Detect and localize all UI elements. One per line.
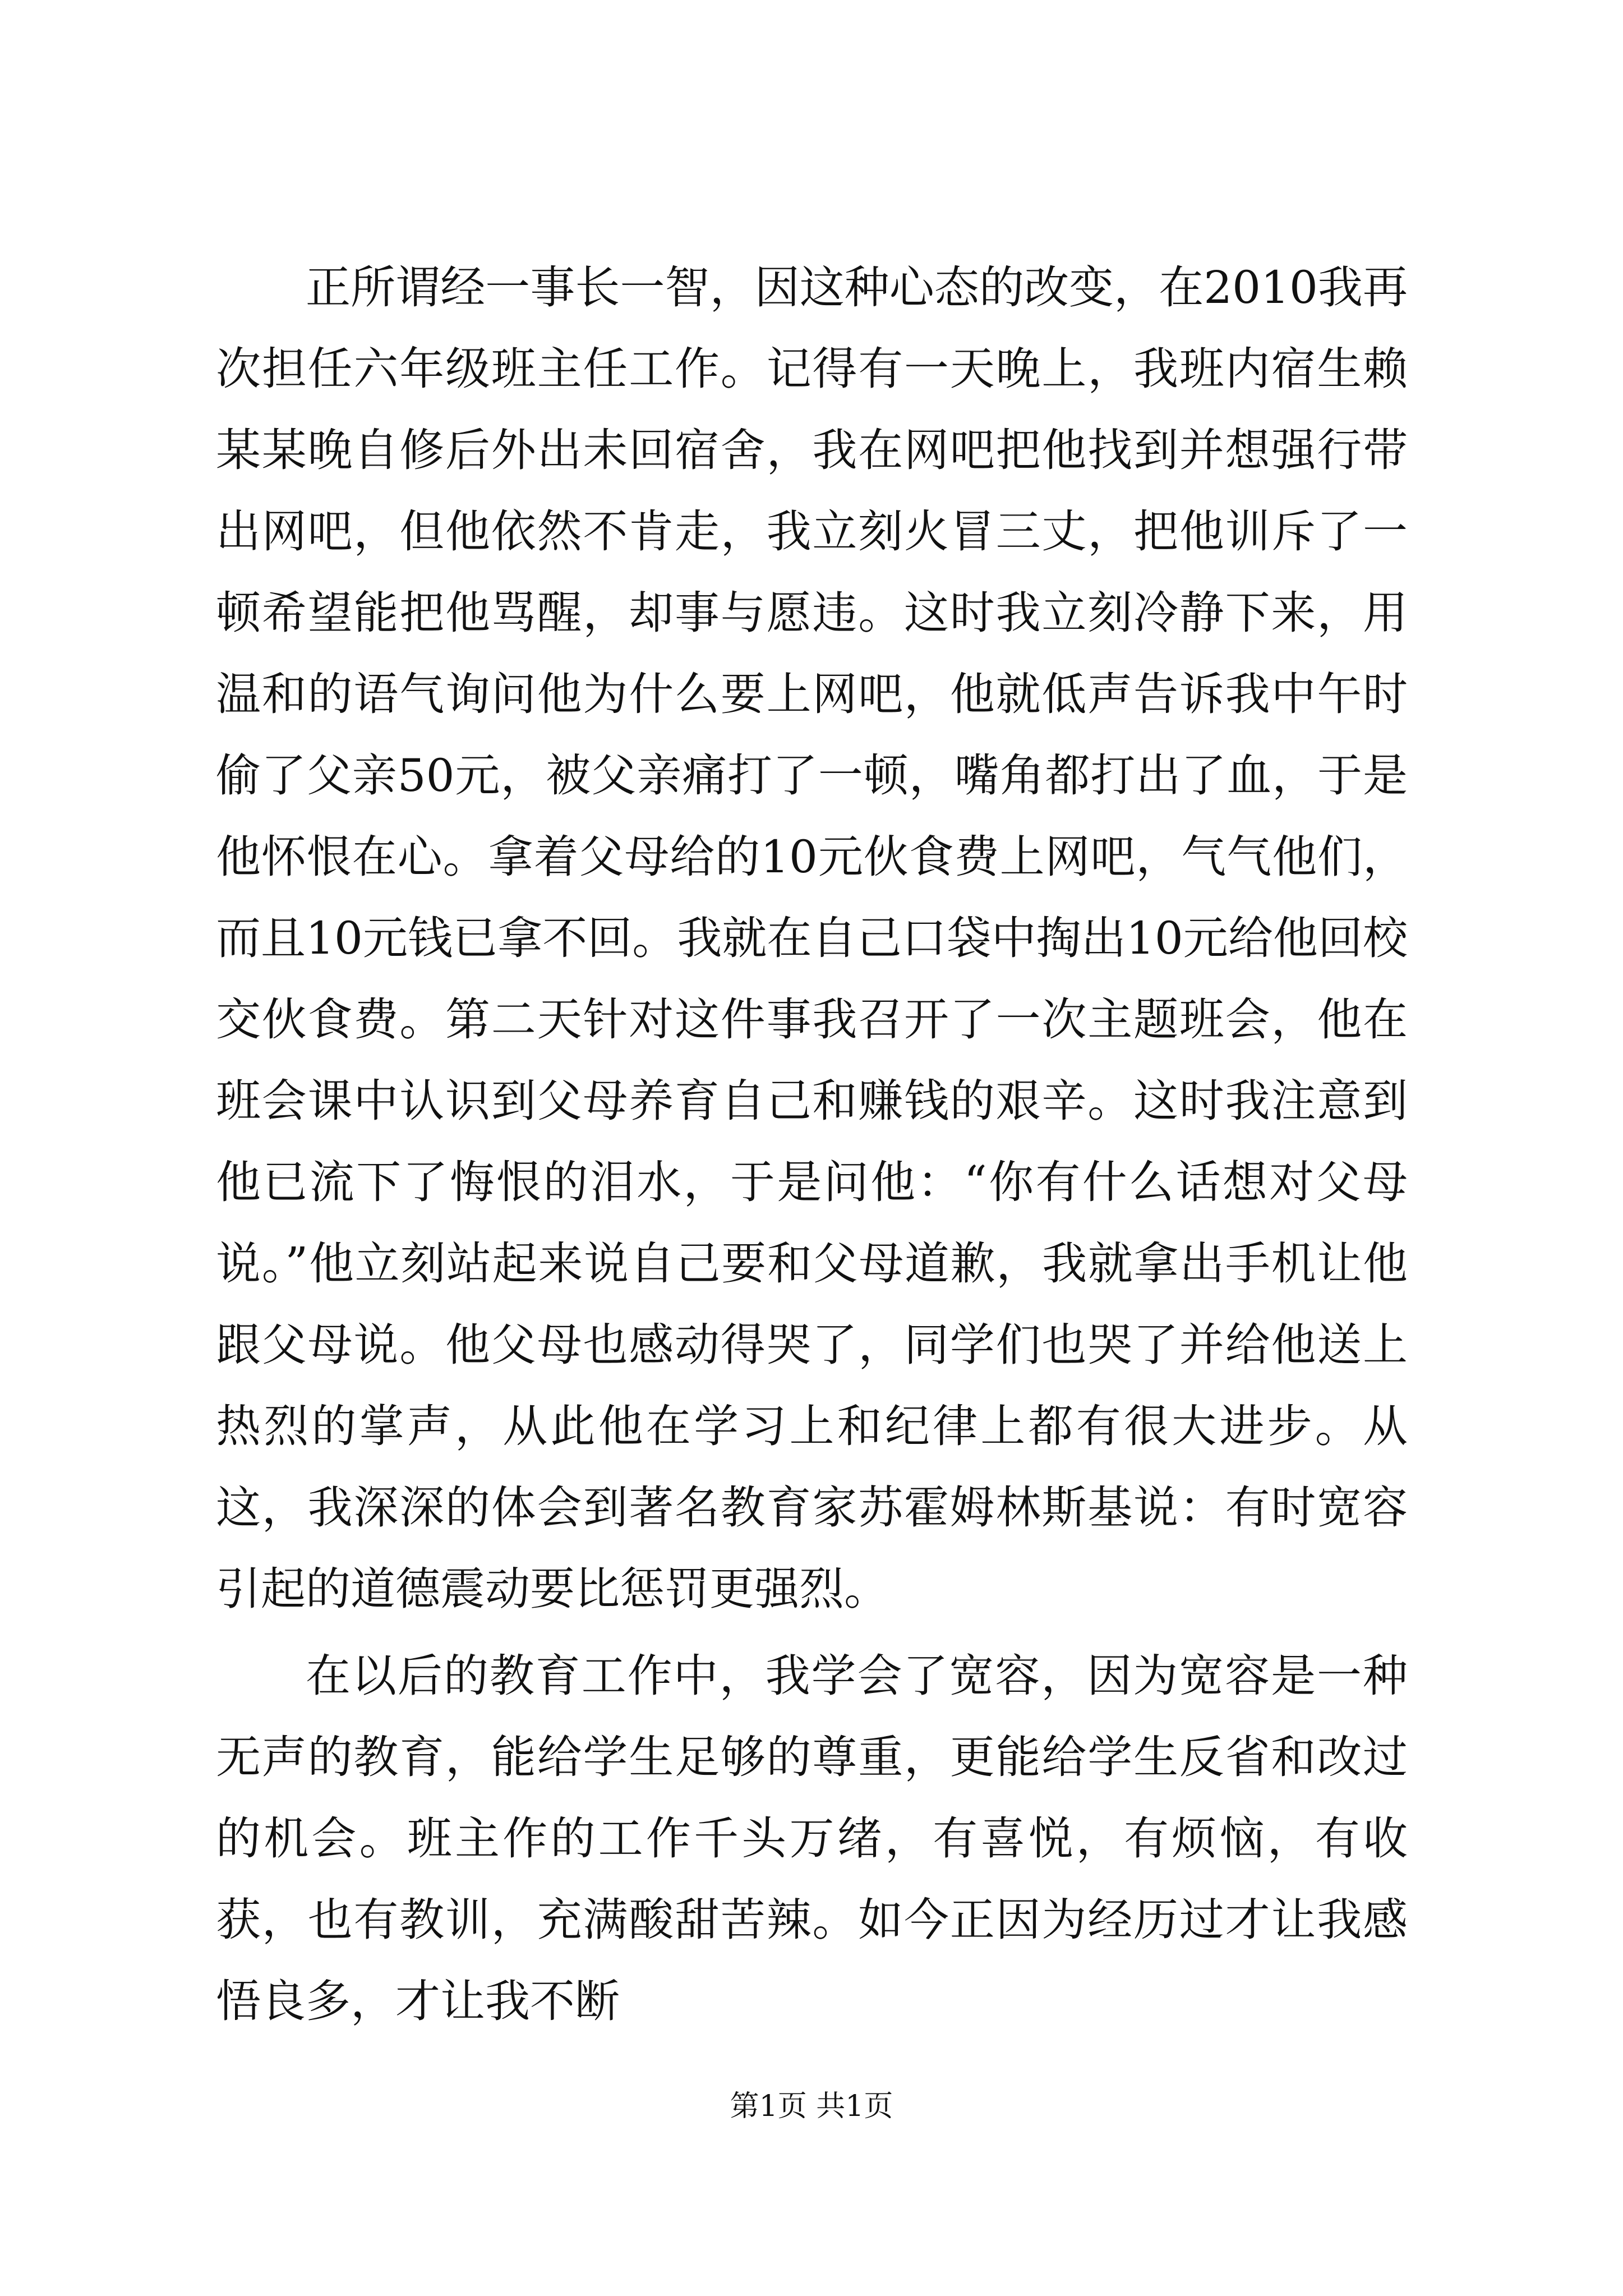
paragraph-2: 在以后的教育工作中，我学会了宽容，因为宽容是一种无声的教育，能给学生足够的尊重，更能给学生反省和改过的机会。班主作的工作千头万绪，有喜悦，有烦恼，有收获，也有教训，充满酸甜苦辣。如今正因为经历过才让我感悟良多，才让我不断 — [216, 1650, 1408, 2027]
document-body — [216, 247, 1408, 2042]
page-footer: 第1页 共1页 — [730, 2090, 893, 2123]
paragraph-1: 正所谓经一事长一智，因这种心态的改变，在2010我再次担任六年级班主任工作。记得有一天晚上，我班内宿生赖某某晚自修后外出未回宿舍，我在网吧把他找到并想强行带出网吧，但他依然不肯走，我立刻火冒三丈，把他训斥了一顿希望能把他骂醒，却事与愿违。这时我立刻冷静下来，用温和的语气询问他为什么要上网吧，他就低声告诉我中午时偷了父亲50元，被父亲痛打了一顿，嘴角都打出了血，于是他怀恨在心。拿着父母给的10元伙食费上网吧，气气他们，而且10元钱已拿不回。我就在自己口袋中掏出10元给他回校交伙食费。第二天针对这件事我召开了一次主题班会，他在班会课中认识到父母养育自己和赚钱的艰辛。这时我注意到他已流下了悔恨的泪水，于是问他：“你有什么话想对父母说。”他立刻站起来说自己要和父母道歉，我就拿出手机让他跟父母说。他父母也感动得哭了，同学们也哭了并给他送上热烈的掌声，从此他在学习上和纪律上都有很大进步。从这，我深深的体会到著名教育家苏霍姆林斯基说：有时宽容引起的道德震动要比惩罚更强烈。 — [216, 261, 1408, 1615]
